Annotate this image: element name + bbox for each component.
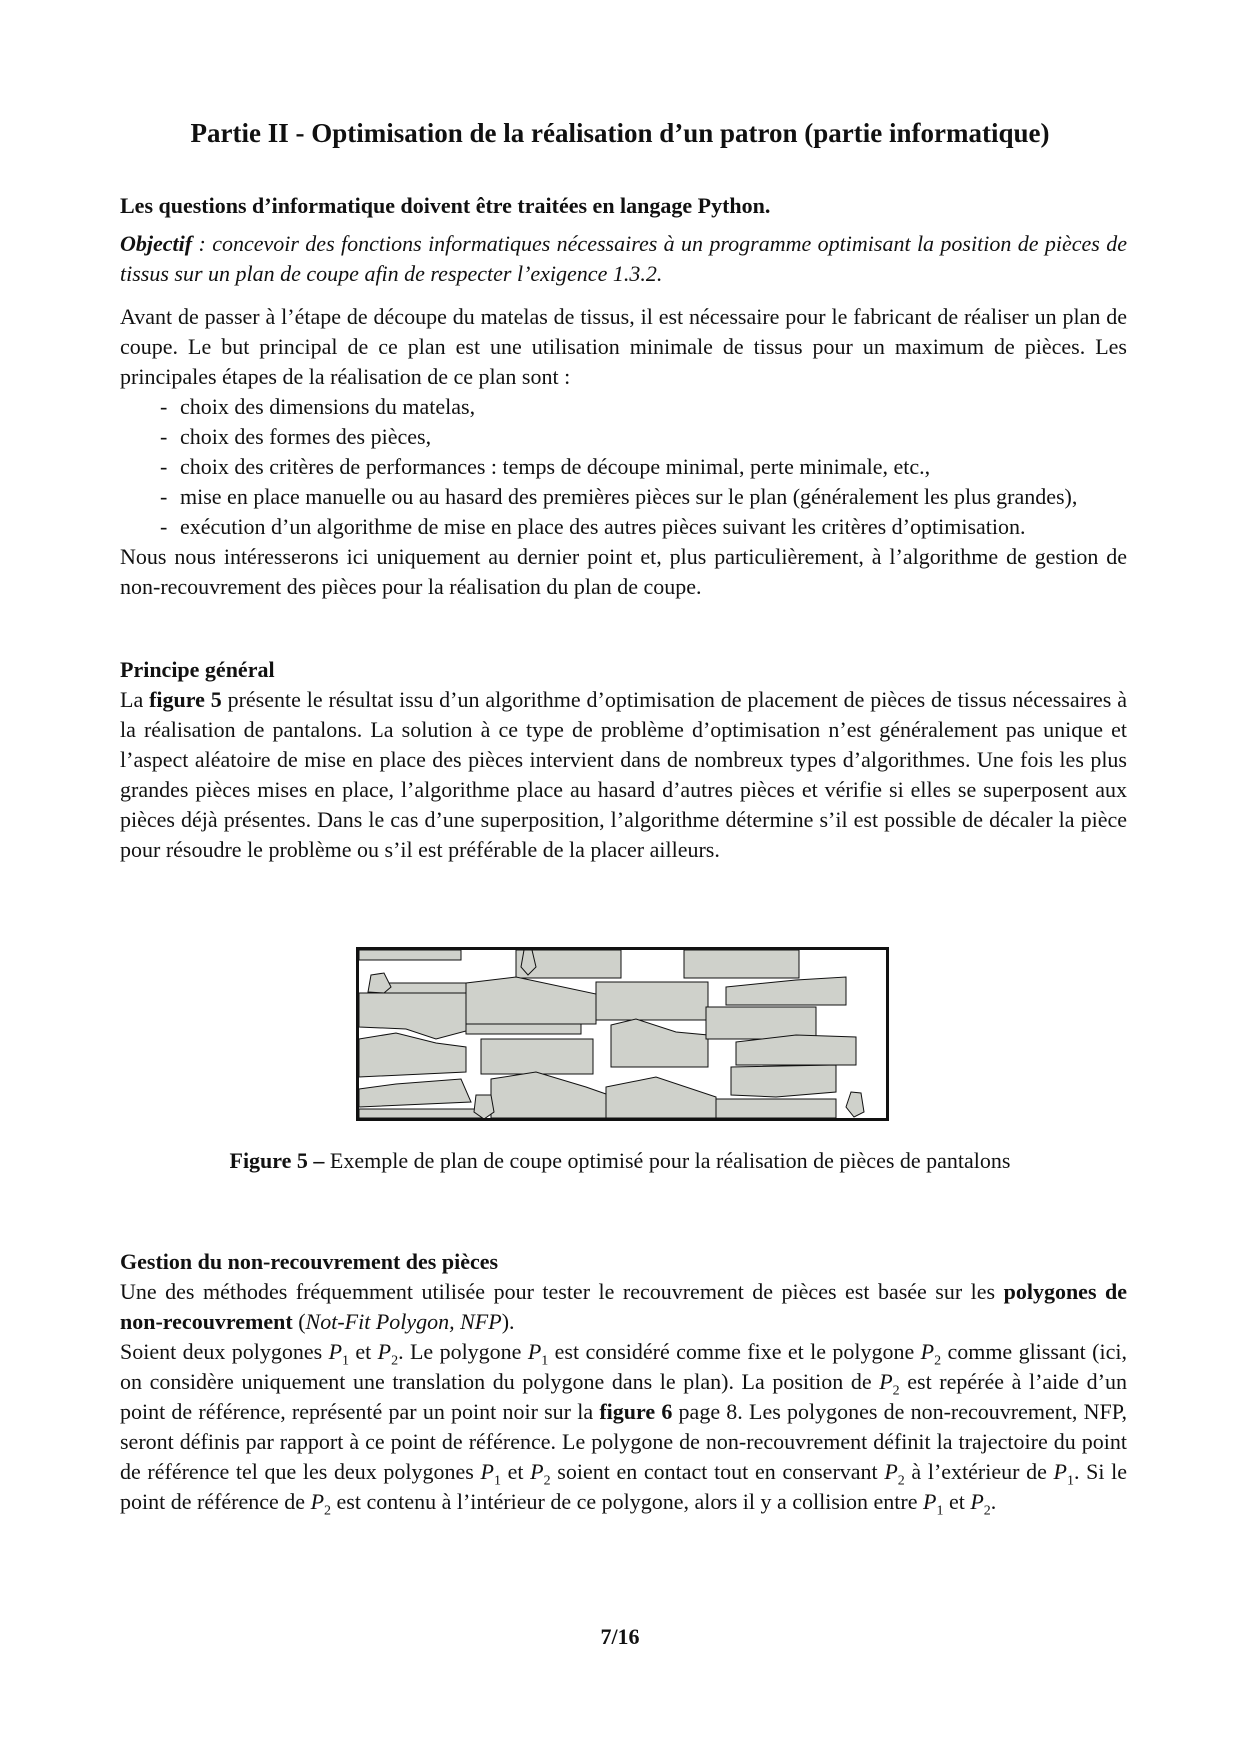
fabric-piece <box>481 1039 593 1074</box>
text-segment: P <box>328 1339 343 1364</box>
text-segment: P <box>970 1489 984 1514</box>
text-segment: : concevoir des fonctions informatiques nécessaires à un programme optimisant la position de pièces de tissus sur un plan de coupe afin de respecter l’exigence 1.3.2. <box>120 231 1127 286</box>
text-segment: Soient deux polygones <box>120 1339 329 1364</box>
text-segment: P <box>377 1339 392 1364</box>
fabric-piece <box>706 1007 816 1039</box>
fabric-piece <box>466 1024 581 1034</box>
text-segment: . <box>990 1489 997 1514</box>
section-gestion <box>120 1247 1127 1517</box>
page-number: 7/16 <box>600 1624 640 1649</box>
figure-5-cutting-plan <box>356 947 889 1121</box>
fabric-piece <box>359 1033 466 1077</box>
text-segment: 2 <box>391 1353 399 1369</box>
text-segment: 1 <box>541 1353 549 1369</box>
fabric-piece <box>491 1072 606 1118</box>
intro-paragraph: Avant de passer à l’étape de découpe du matelas de tissus, il est nécessaire pour le fabricant de réaliser un plan de coupe. Le but principal de ce plan est une utilisation minimale de tissus pour un maximum de pièces. Les principales étapes de la réalisation de ce plan sont : <box>120 304 1127 389</box>
objective-paragraph <box>120 229 1127 289</box>
text-segment: P <box>920 1339 935 1364</box>
text-segment: est repérée à l’aide d’un point de référence, représenté par un point noir sur la <box>120 1369 1127 1424</box>
list-item: - mise en place manuelle ou au hasard des premières pièces sur le plan (généralement les plus grandes), <box>160 482 1127 512</box>
intro-heading: Les questions d’informatique doivent être traitées en langage Python. <box>120 193 771 218</box>
steps-list <box>120 392 1127 542</box>
fabric-piece <box>726 977 846 1005</box>
principe-paragraph <box>120 685 1127 865</box>
figure-5-caption <box>0 1148 1240 1174</box>
fabric-piece <box>846 1092 864 1117</box>
nfp-intro-paragraph <box>120 1277 1127 1337</box>
text-segment: 1 <box>493 1473 501 1489</box>
intro-section <box>120 191 1127 865</box>
text-segment: 2 <box>543 1473 551 1489</box>
text-segment: . Le polygone <box>398 1339 528 1364</box>
text-segment: à l’extérieur de <box>904 1459 1054 1484</box>
text-segment: Not-Fit Polygon, NFP <box>305 1309 502 1334</box>
text-segment: figure 5 <box>149 687 222 712</box>
list-item: - choix des dimensions du matelas, <box>160 392 1127 422</box>
text-segment: P <box>530 1459 544 1484</box>
text-segment: polygones de non-recouvrement <box>120 1279 1127 1334</box>
text-segment: est considéré comme fixe et le polygone <box>548 1339 921 1364</box>
text-segment: P <box>527 1339 542 1364</box>
fabric-piece <box>596 982 708 1020</box>
text-segment: La <box>120 687 150 712</box>
text-segment: P <box>1053 1459 1067 1484</box>
text-segment: et <box>349 1339 378 1364</box>
text-segment: 2 <box>892 1383 900 1399</box>
fabric-piece <box>606 1077 716 1118</box>
fabric-piece <box>731 1065 836 1097</box>
text-segment: P <box>923 1489 937 1514</box>
fabric-piece <box>736 1035 856 1065</box>
page-title: Partie II - Optimisation de la réalisation d’un patron (partie informatique) <box>190 118 1050 148</box>
figure-caption-text: Exemple de plan de coupe optimisé pour la réalisation de pièces de pantalons <box>324 1148 1011 1173</box>
section-heading-principe: Principe général <box>120 657 275 682</box>
fabric-piece <box>378 983 466 993</box>
text-segment: et <box>943 1489 971 1514</box>
text-segment: P <box>480 1459 494 1484</box>
nfp-definition-paragraph <box>120 1337 1127 1517</box>
text-segment: 2 <box>983 1503 991 1519</box>
list-item: - choix des critères de performances : temps de découpe minimal, perte minimale, etc., <box>160 452 1127 482</box>
text-segment: 1 <box>1066 1473 1074 1489</box>
text-segment: ( <box>292 1309 306 1334</box>
text-segment: 2 <box>897 1473 905 1489</box>
text-segment: présente le résultat issu d’un algorithme d’optimisation de placement de pièces de tissus nécessaires à la réalisation de pantalons. La solution à ce type de problème d’optimisation n’est généralement pas unique et l’aspect aléatoire de mise en place des pièces intervient dans de nombreux types d’algorithmes. Une fois les plus grandes pièces mises en place, l’algorithme place au hasard d’autres pièces et vérifie si elles se superposent aux pièces déjà présentes. Dans le cas d’une superposition, l’algorithme détermine s’il est possible de décaler la pièce pour résoudre le problème ou s’il est préférable de la placer ailleurs. <box>120 687 1127 862</box>
fabric-piece <box>466 977 596 1024</box>
text-segment: 2 <box>324 1503 332 1519</box>
figure-label: Figure 5 – <box>229 1148 325 1173</box>
text-segment: figure 6 <box>599 1399 673 1424</box>
text-segment: et <box>500 1459 531 1484</box>
fabric-piece <box>368 973 391 993</box>
text-segment: soient en contact tout en conservant <box>550 1459 885 1484</box>
text-segment: 2 <box>934 1353 942 1369</box>
text-segment: page 8. Les polygones de non-recouvrement, NFP, seront définis par rapport à ce point de référence. Le polygone de non-recouvrement définit la trajectoire du point de référence tel que les deux polygones <box>120 1399 1127 1484</box>
text-segment: . Si le point de référence de <box>120 1459 1127 1514</box>
text-segment: 1 <box>936 1503 944 1519</box>
conclusion-paragraph: Nous nous intéresserons ici uniquement au dernier point et, plus particulièrement, à l’algorithme de gestion de non-recouvrement des pièces pour la réalisation du plan de coupe. <box>120 544 1127 599</box>
text-segment: P <box>884 1459 898 1484</box>
text-segment: 1 <box>342 1353 350 1369</box>
fabric-piece <box>359 1109 484 1118</box>
list-item: - choix des formes des pièces, <box>160 422 1127 452</box>
text-segment: P <box>879 1369 893 1394</box>
fabric-piece <box>611 1019 708 1067</box>
text-segment: Une des méthodes fréquemment utilisée pour tester le recouvrement de pièces est basée sur les <box>120 1279 1004 1304</box>
fabric-piece <box>684 950 799 978</box>
fabric-piece <box>359 950 461 960</box>
fabric-piece <box>359 1079 471 1107</box>
fabric-piece <box>359 993 466 1039</box>
text-segment: Objectif <box>120 231 193 256</box>
text-segment: P <box>310 1489 325 1514</box>
fabric-piece <box>716 1099 836 1118</box>
text-segment: est contenu à l’intérieur de ce polygone, alors il y a collision entre <box>331 1489 923 1514</box>
section-heading-gestion: Gestion du non-recouvrement des pièces <box>120 1249 499 1274</box>
text-segment: ). <box>501 1309 515 1334</box>
text-segment: comme glissant (ici, on considère uniquement une translation du polygone dans le plan). La position de <box>120 1339 1127 1394</box>
list-item: - exécution d’un algorithme de mise en place des autres pièces suivant les critères d’optimisation. <box>160 512 1127 542</box>
